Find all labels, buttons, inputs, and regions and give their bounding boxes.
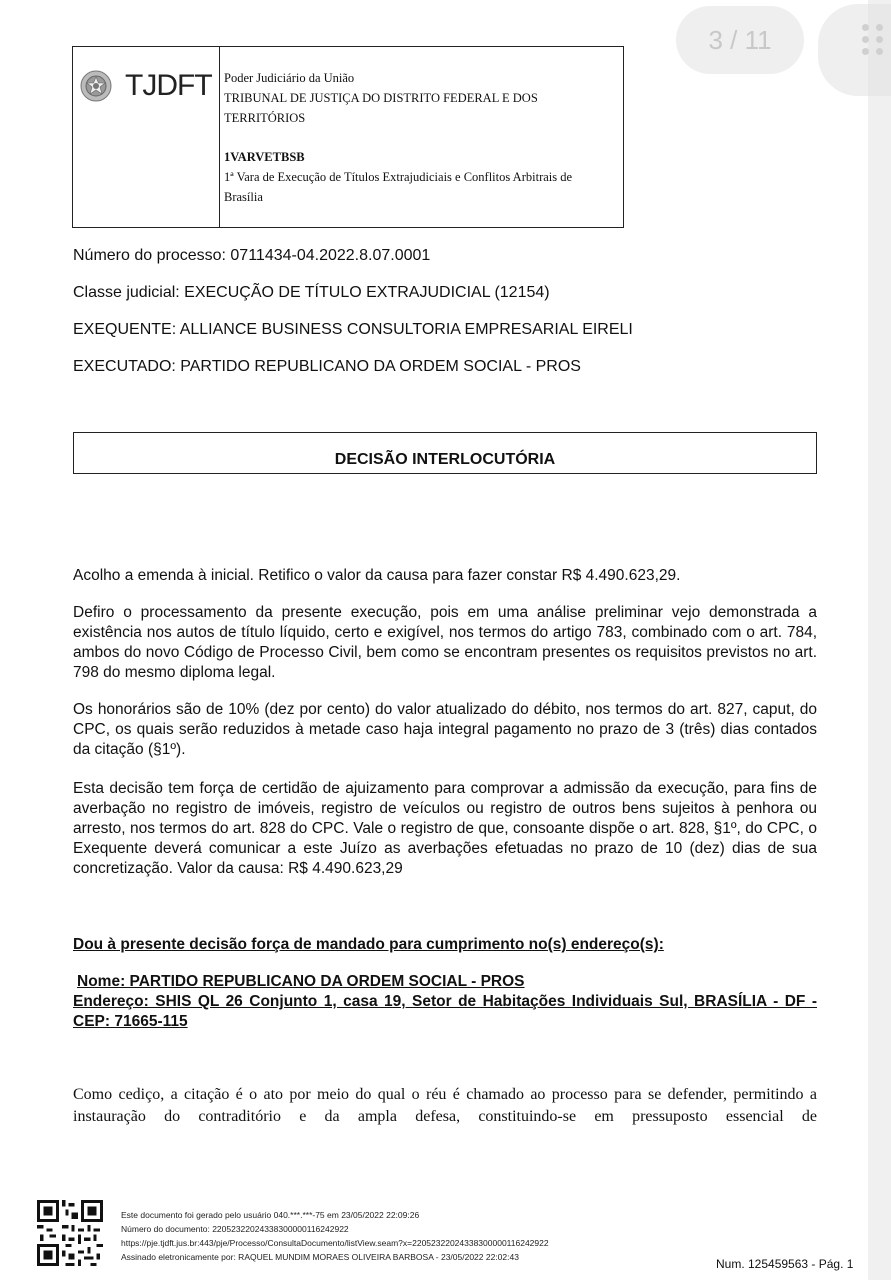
page-indicator: 3 / 11 [676,6,804,74]
drag-dots-icon [862,24,884,68]
viewer-menu-button[interactable] [818,4,891,96]
tjdft-logo: TJDFT [125,69,212,102]
header-line3: TERRITÓRIOS [224,111,306,125]
coat-of-arms-icon [79,69,113,103]
decision-title: DECISÃO INTERLOCUTÓRIA [334,451,556,468]
judicial-class: Classe judicial: EXECUÇÃO DE TÍTULO EXTRAJUDICIAL (12154) [73,284,550,301]
closing-line2: instauração do contraditório e da ampla defesa, constituindo-se em pressuposto essencial de [73,1108,817,1125]
mandate-name: Nome: PARTIDO REPUBLICANO DA ORDEM SOCIAL - PROS [77,973,525,990]
paragraph-3: Os honorários são de 10% (dez por cento) do valor atualizado do débito, nos termos do art. 827, caput, do CPC, os quais serão reduzidos à metade caso haja integral pagamento no prazo de 3 (três) dias contados da citação (§1º). [73,701,817,758]
court-code: 1VARVETBSB [224,150,305,164]
header-divider [219,47,220,227]
header-line2: TRIBUNAL DE JUSTIÇA DO DISTRITO FEDERAL E DOS [224,91,538,105]
paragraph-1: Acolho a emenda à inicial. Retifico o valor da causa para fazer constar R$ 4.490.623,29. [73,567,681,584]
document-number: Número do documento: 22052322024338300000116242922 [121,1224,349,1234]
court-name-line2: Brasília [224,190,263,204]
mandate-address: Endereço: SHIS QL 26 Conjunto 1, casa 19, Setor de Habitações Individuais Sul, BRASÍLIA - DF - CEP: 71665-115 [73,993,817,1030]
closing-line1: Como cediço, a citação é o ato por meio do qual o réu é chamado ao processo para se defender, permitindo a [73,1086,817,1103]
defendant: EXECUTADO: PARTIDO REPUBLICANO DA ORDEM SOCIAL - PROS [73,358,581,375]
header-line1: Poder Judiciário da União [224,71,355,85]
paragraph-2: Defiro o processamento da presente execução, pois em uma análise preliminar vejo demonstrada a existência nos autos de título líquido, certo e exigível, nos termos do artigo 783, combinado com o art. 784, ambos do novo Código de Processo Civil, bem como se encontram presentes os requisitos previstos no art. 798 do mesmo diploma legal. [73,604,817,681]
document-url[interactable]: https://pje.tjdft.jus.br:443/pje/Processo/ConsultaDocumento/listView.seam?x=22052322024338300000116242922 [121,1238,549,1248]
signature-footer [121,1208,549,1264]
qr-code [37,1200,103,1266]
process-number: Número do processo: 0711434-04.2022.8.07.0001 [73,247,431,264]
signature-info: Assinado eletronicamente por: RAQUEL MUNDIM MORAES OLIVEIRA BARBOSA - 23/05/2022 22:02:43 [121,1252,519,1262]
viewer-scroll-strip[interactable] [868,0,891,1280]
court-header [72,46,624,228]
court-name-line1: 1ª Vara de Execução de Títulos Extrajudiciais e Conflitos Arbitrais de [224,170,573,184]
plaintiff: EXEQUENTE: ALLIANCE BUSINESS CONSULTORIA EMPRESARIAL EIRELI [73,321,633,338]
mandate-heading: Dou à presente decisão força de mandado para cumprimento no(s) endereço(s): [73,936,664,953]
generated-info: Este documento foi gerado pelo usuário 040.***.***-75 em 23/05/2022 22:09:26 [121,1210,420,1220]
paragraph-4: Esta decisão tem força de certidão de ajuizamento para comprovar a admissão da execução, para fins de averbação no registro de imóveis, registro de veículos ou registro de outros bens sujeitos à penhora ou arresto, nos termos do art. 828 do CPC. Vale o registro de que, consoante dispõe o art. 828, §1º, do CPC, o Exequente deverá comunicar a este Juízo as averbações efetuadas no prazo de 10 (dez) dias de sua concretização. Valor da causa: R$ 4.490.623,29 [73,780,817,877]
page-number: Num. 125459563 - Pág. 1 [716,1257,854,1271]
decision-title-box [73,432,817,474]
